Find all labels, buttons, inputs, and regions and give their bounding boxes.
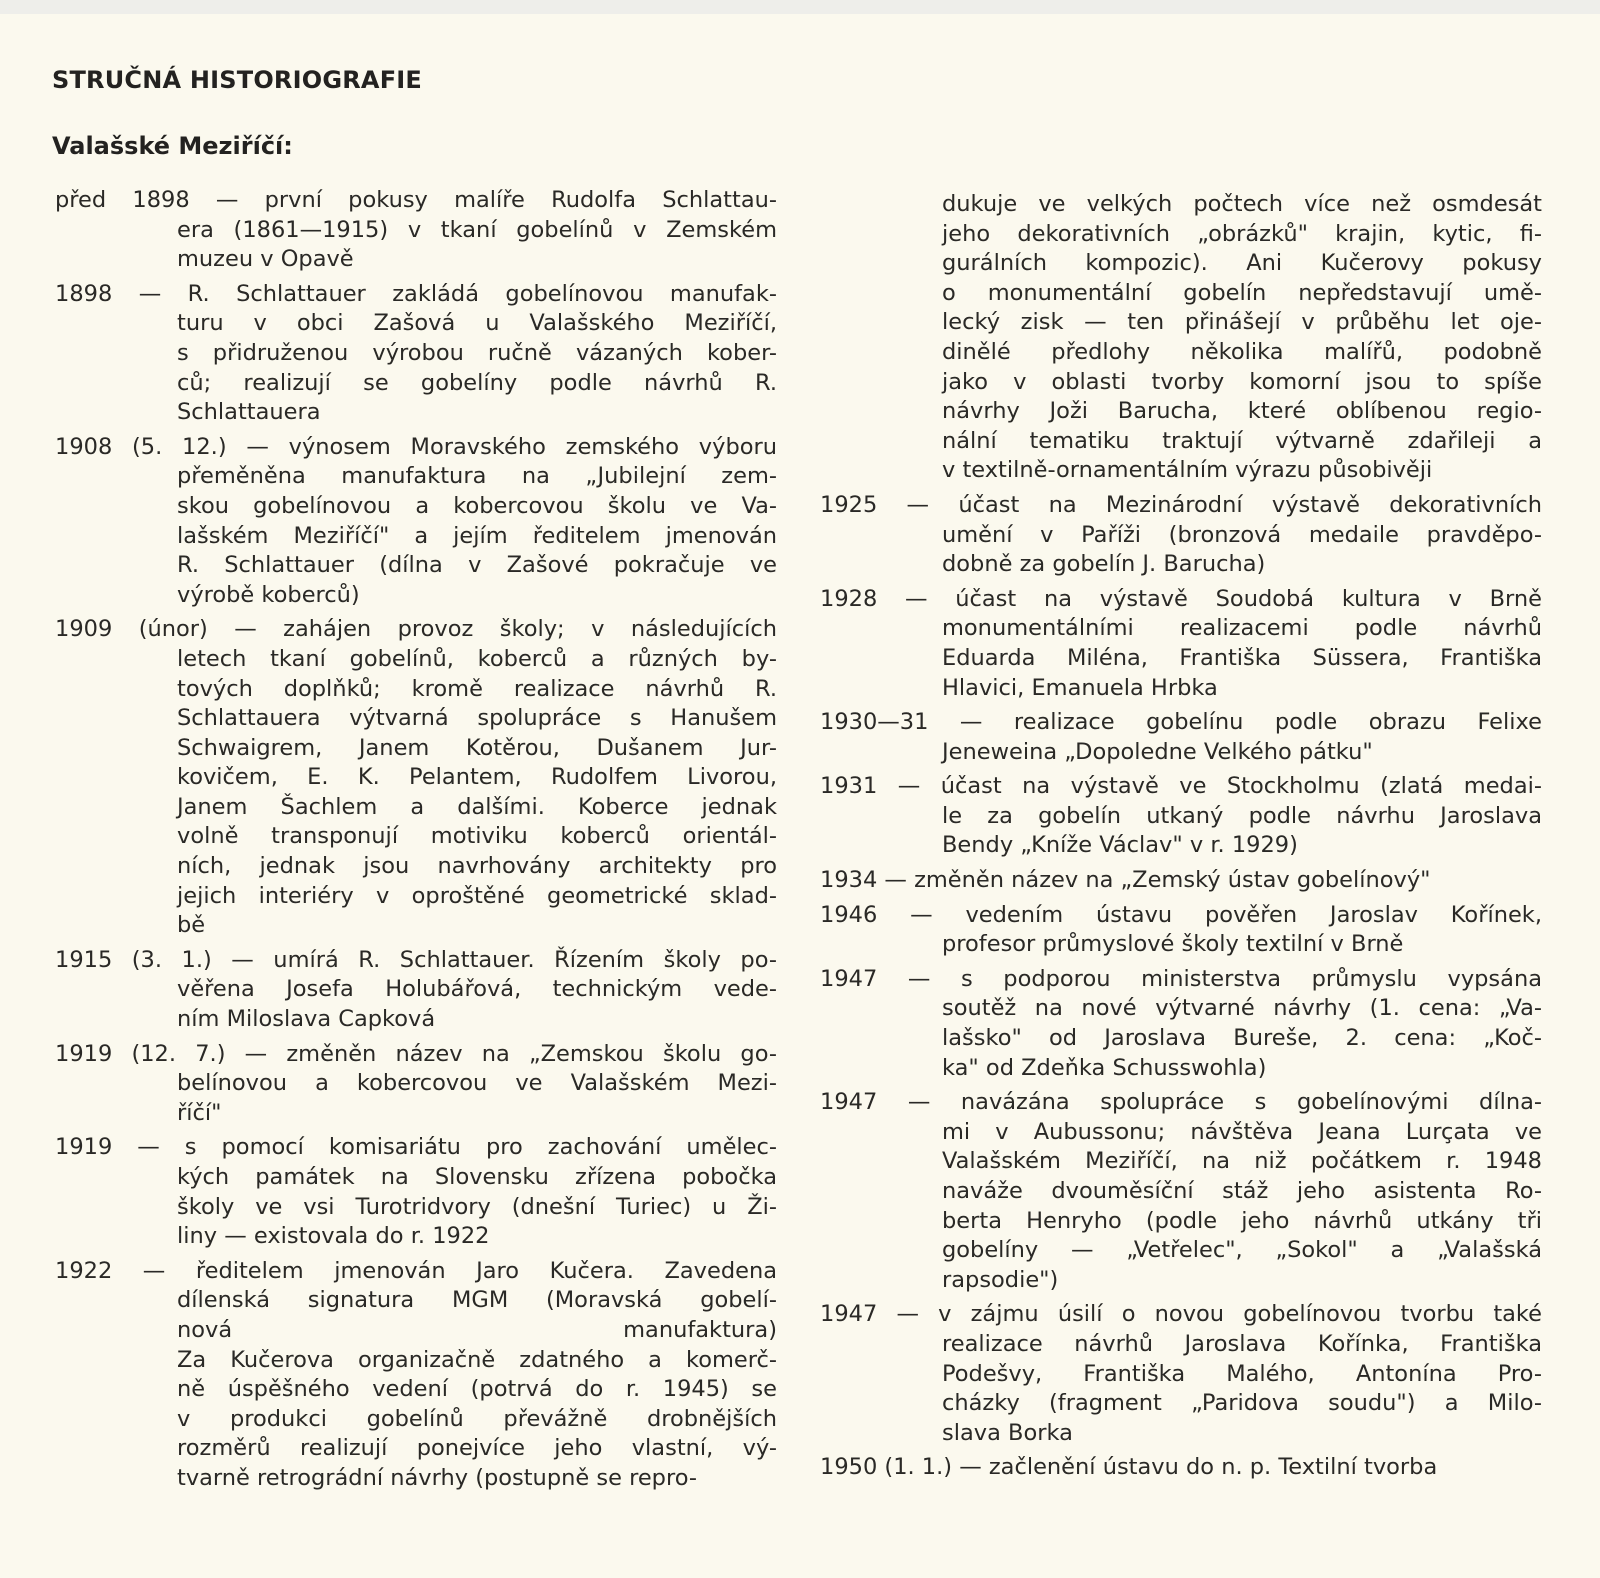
text-line: v textilně-ornamentálním výrazu působivěji xyxy=(942,457,1433,484)
text-line: Janem Šachlem a dalšími. Koberce jednak xyxy=(177,793,777,820)
text-line: lašském Meziříčí" a jejím ředitelem jmenován xyxy=(177,522,777,549)
text-line: o monumentální gobelín nepředstavují umě- xyxy=(942,279,1542,306)
text-line: 1922 — ředitelem jmenován Jaro Kučera. Zavedena xyxy=(55,1257,777,1284)
text-line: Podešvy, Františka Malého, Antonína Pro- xyxy=(942,1360,1542,1387)
text-line: Bendy „Kníže Václav" v r. 1929) xyxy=(942,832,1298,859)
text-line: 1930—31 — realizace gobelínu podle obrazu Felixe xyxy=(820,709,1542,736)
timeline-entry xyxy=(820,585,1542,703)
text-line: kovičem, E. K. Pelantem, Rudolfem Livorou, xyxy=(177,764,777,791)
text-line: skou gobelínovou a kobercovou školu ve Va- xyxy=(177,492,777,519)
timeline-entry xyxy=(820,708,1542,767)
timeline-entry xyxy=(55,1257,777,1494)
text-line: ních, jednak jsou navrhovány architekty pro xyxy=(177,853,777,880)
text-line: Za Kučerova organizačně zdatného a komerč- xyxy=(177,1346,777,1373)
text-line: soutěž na nové výtvarné návrhy (1. cena: „Va- xyxy=(942,995,1542,1022)
text-line: gurálních kompozic). Ani Kučerovy pokusy xyxy=(942,250,1542,277)
text-line: liny — existovala do r. 1922 xyxy=(177,1223,490,1250)
text-line: tvarně retrográdní návrhy (postupně se repro- xyxy=(177,1464,698,1491)
text-line: era (1861—1915) v tkaní gobelínů v Zemském xyxy=(177,216,777,243)
timeline-entry xyxy=(820,491,1542,580)
text-line: tových doplňků; kromě realizace návrhů R. xyxy=(177,675,777,702)
text-line: 1925 — účast na Mezinárodní výstavě dekorativních xyxy=(820,491,1542,518)
timeline-entry xyxy=(820,1453,1542,1483)
text-line: rapsodie") xyxy=(942,1266,1059,1293)
timeline-entry xyxy=(820,901,1542,960)
text-line: 1950 (1. 1.) — začlenění ústavu do n. p. Textilní tvorba xyxy=(820,1454,1438,1481)
text-line: cházky (fragment „Paridova soudu") a Milo- xyxy=(942,1390,1542,1417)
text-line: 1928 — účast na výstavě Soudobá kultura v Brně xyxy=(820,585,1542,612)
text-line: lecký zisk — ten přinášejí v průběhu let oje- xyxy=(942,309,1542,336)
text-line: s přidruženou výrobou ručně vázaných kober- xyxy=(177,339,777,366)
text-line: 1931 — účast na výstavě ve Stockholmu (zlatá medai- xyxy=(820,773,1542,800)
text-line: Schwaigrem, Janem Kotěrou, Dušanem Jur- xyxy=(177,734,777,761)
text-line: le za gobelín utkaný podle návrhu Jaroslava xyxy=(942,802,1542,829)
text-line: jejich interiéry v oproštěné geometrické sklad- xyxy=(177,882,777,909)
text-line: ka" od Zdeňka Schusswohla) xyxy=(942,1054,1267,1081)
text-line: Hlavici, Emanuela Hrbka xyxy=(942,674,1218,701)
text-line: 1909 (únor) — zahájen provoz školy; v následujících xyxy=(55,616,777,643)
text-line: Eduarda Miléna, Františka Süssera, Františka xyxy=(942,644,1542,671)
text-line: 1947 — navázána spolupráce s gobelínovými dílna- xyxy=(820,1089,1542,1116)
timeline-entry xyxy=(55,1133,777,1251)
text-line: realizace návrhů Jaroslava Kořínka, Františka xyxy=(942,1330,1542,1357)
timeline-entry xyxy=(820,1300,1542,1448)
text-line: 1946 — vedením ústavu pověřen Jaroslav Kořínek, xyxy=(820,901,1542,928)
text-line: 1947 — v zájmu úsilí o novou gobelínovou tvorbu také xyxy=(820,1301,1542,1328)
left-column xyxy=(55,186,777,1499)
text-line: ním Miloslava Capková xyxy=(177,1006,436,1033)
text-line: dobně za gobelín J. Barucha) xyxy=(942,551,1266,578)
text-line: 1934 — změněn název na „Zemský ústav gobelínový" xyxy=(820,867,1431,894)
text-line: přeměněna manufaktura na „Jubilejní zem- xyxy=(177,463,777,490)
text-line: letech tkaní gobelínů, koberců a různých by- xyxy=(177,645,777,672)
text-line: Schlattauera xyxy=(177,399,321,426)
text-line: lašsko" od Jaroslava Bureše, 2. cena: „Koč- xyxy=(942,1025,1542,1052)
text-line: turu v obci Zašová u Valašského Meziříčí, xyxy=(177,310,777,337)
timeline-entry xyxy=(55,946,777,1035)
text-line: Valašském Meziříčí, na niž počátkem r. 1948 xyxy=(942,1148,1542,1175)
right-column xyxy=(820,190,1542,1488)
text-line: věřena Josefa Holubářová, technickým vede- xyxy=(177,976,777,1003)
text-line: gobelíny — „Vetřelec", „Sokol" a „Valašská xyxy=(942,1237,1542,1264)
text-line: ně úspěšného vedení (potrvá do r. 1945) se xyxy=(177,1376,777,1403)
timeline-entry xyxy=(820,866,1542,896)
text-line: volně transponují motiviku koberců orientál- xyxy=(177,823,777,850)
text-line: ců; realizují se gobelíny podle návrhů R. xyxy=(177,369,777,396)
timeline-entry xyxy=(820,965,1542,1083)
text-line: jeho dekorativních „obrázků" krajin, kytic, fi- xyxy=(942,220,1542,247)
text-line: rozměrů realizují ponejvíce jeho vlastní, vý- xyxy=(177,1435,777,1462)
text-line: berta Henryho (podle jeho návrhů utkány tři xyxy=(942,1207,1542,1234)
timeline-entry xyxy=(55,615,777,941)
timeline-entry xyxy=(820,1088,1542,1295)
text-line: bě xyxy=(177,912,206,939)
section-heading: Valašské Meziříčí: xyxy=(52,132,293,160)
text-line: nální tematiku traktují výtvarně zdařileji a xyxy=(942,427,1542,454)
document-page xyxy=(0,14,1600,1578)
timeline-entry xyxy=(55,1040,777,1129)
page-title: STRUČNÁ HISTORIOGRAFIE xyxy=(52,66,423,94)
text-line: dinělé předlohy několika malířů, podobně xyxy=(942,338,1542,365)
text-line: monumentálními realizacemi podle návrhů xyxy=(942,615,1542,642)
text-line: 1919 (12. 7.) — změněn název na „Zemskou školu go- xyxy=(55,1040,777,1067)
text-line: belínovou a kobercovou ve Valašském Mezi- xyxy=(177,1070,777,1097)
text-line: v produkci gobelínů převážně drobnějších xyxy=(177,1405,777,1432)
text-line: muzeu v Opavě xyxy=(177,246,354,273)
timeline-entry xyxy=(55,280,777,428)
scan-top-edge xyxy=(0,0,1600,14)
text-line: slava Borka xyxy=(942,1419,1073,1446)
timeline-entry xyxy=(820,772,1542,861)
text-line: kých památek na Slovensku zřízena pobočka xyxy=(177,1164,777,1190)
text-line: výrobě koberců) xyxy=(177,581,360,608)
text-line: R. Schlattauer (dílna v Zašové pokračuje ve xyxy=(177,552,777,579)
text-line: 1908 (5. 12.) — výnosem Moravského zemského výboru xyxy=(55,433,777,460)
text-line: 1947 — s podporou ministerstva průmyslu vypsána xyxy=(820,965,1542,992)
text-line: mi v Aubussonu; návštěva Jeana Lurçata ve xyxy=(942,1118,1542,1145)
text-line: jako v oblasti tvorby komorní jsou to spíše xyxy=(942,368,1542,395)
text-line: Schlattauera výtvarná spolupráce s Hanušem xyxy=(177,705,777,732)
timeline-entry xyxy=(55,433,777,611)
timeline-entry xyxy=(55,186,777,275)
text-line: Jeneweina „Dopoledne Velkého pátku" xyxy=(942,738,1373,765)
text-line: naváže dvouměsíční stáž jeho asistenta Ro- xyxy=(942,1178,1542,1204)
text-line: 1898 — R. Schlattauer zakládá gobelínovou manufak- xyxy=(55,280,777,307)
text-line: 1915 (3. 1.) — umírá R. Schlattauer. Řízením školy po- xyxy=(55,946,777,973)
text-line: 1919 — s pomocí komisariátu pro zachování umělec- xyxy=(55,1134,777,1161)
text-line: umění v Paříži (bronzová medaile pravděpo- xyxy=(942,521,1542,548)
text-line: profesor průmyslové školy textilní v Brně xyxy=(942,931,1404,958)
timeline-entry xyxy=(820,190,1542,486)
text-line: říčí" xyxy=(177,1099,222,1126)
text-line: nová manufaktura) xyxy=(177,1316,777,1343)
text-line: návrhy Joži Barucha, které oblíbenou regio- xyxy=(942,398,1542,425)
text-line: dílenská signatura MGM (Moravská gobelí- xyxy=(177,1287,777,1314)
text-line: školy ve vsi Turotridvory (dnešní Turiec) u Ži- xyxy=(177,1193,777,1220)
text-line: dukuje ve velkých počtech více než osmdesát xyxy=(942,191,1542,217)
text-line: před 1898 — první pokusy malíře Rudolfa Schlattau- xyxy=(55,187,777,213)
